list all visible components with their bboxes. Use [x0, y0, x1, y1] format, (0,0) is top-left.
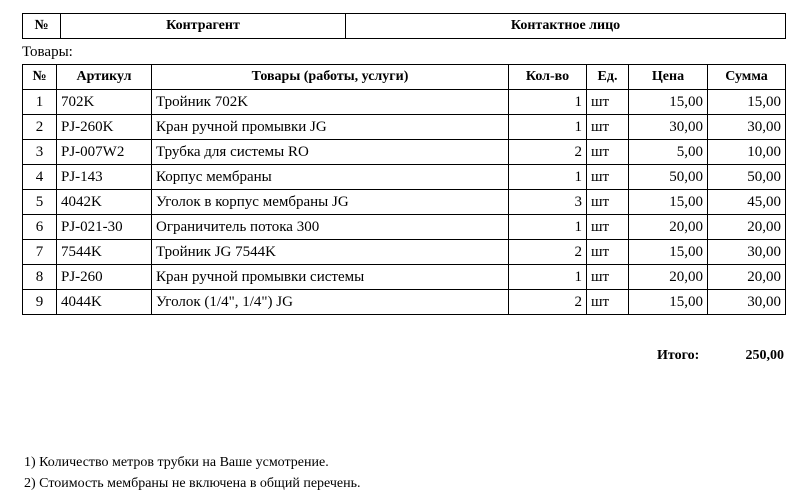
row-name: Корпус мембраны — [152, 165, 509, 190]
row-number: 6 — [23, 215, 57, 240]
table-row — [23, 190, 786, 215]
table-row — [23, 165, 786, 190]
row-sum: 20,00 — [708, 265, 786, 290]
row-sum: 15,00 — [708, 90, 786, 115]
row-unit: шт — [587, 240, 629, 265]
goods-table — [22, 64, 786, 315]
row-name: Уголок (1/4", 1/4") JG — [152, 290, 509, 315]
row-sum: 50,00 — [708, 165, 786, 190]
table-row — [23, 140, 786, 165]
row-number: 1 — [23, 90, 57, 115]
total-label: Итого: — [657, 348, 700, 363]
column-header: Сумма — [708, 65, 786, 90]
row-qty: 1 — [509, 215, 587, 240]
row-price: 15,00 — [629, 190, 708, 215]
header-number: № — [23, 14, 61, 39]
table-row — [23, 265, 786, 290]
row-qty: 3 — [509, 190, 587, 215]
row-price: 50,00 — [629, 165, 708, 190]
column-header: Цена — [629, 65, 708, 90]
row-qty: 1 — [509, 265, 587, 290]
row-number: 9 — [23, 290, 57, 315]
row-name: Трубка для системы RO — [152, 140, 509, 165]
row-sku: PJ-007W2 — [57, 140, 152, 165]
total-value: 250,00 — [745, 348, 784, 363]
row-sku: PJ-143 — [57, 165, 152, 190]
row-qty: 2 — [509, 140, 587, 165]
row-unit: шт — [587, 140, 629, 165]
row-price: 30,00 — [629, 115, 708, 140]
row-sku: 702K — [57, 90, 152, 115]
header-counterparty: Контрагент — [61, 14, 346, 39]
row-price: 20,00 — [629, 215, 708, 240]
row-unit: шт — [587, 115, 629, 140]
row-sum: 20,00 — [708, 215, 786, 240]
row-sku: PJ-260 — [57, 265, 152, 290]
row-sku: 7544K — [57, 240, 152, 265]
row-unit: шт — [587, 190, 629, 215]
row-unit: шт — [587, 290, 629, 315]
row-sku: PJ-021-30 — [57, 215, 152, 240]
table-header-row — [23, 65, 786, 90]
note: 1) Количество метров трубки на Ваше усмотрение. — [24, 455, 329, 470]
row-unit: шт — [587, 215, 629, 240]
row-name: Ограничитель потока 300 — [152, 215, 509, 240]
row-sum: 30,00 — [708, 115, 786, 140]
column-header: Товары (работы, услуги) — [152, 65, 509, 90]
row-qty: 1 — [509, 115, 587, 140]
row-number: 3 — [23, 140, 57, 165]
row-unit: шт — [587, 165, 629, 190]
table-row — [23, 290, 786, 315]
column-header: Кол-во — [509, 65, 587, 90]
row-qty: 1 — [509, 90, 587, 115]
row-number: 4 — [23, 165, 57, 190]
row-sku: PJ-260K — [57, 115, 152, 140]
row-number: 5 — [23, 190, 57, 215]
row-sku: 4042K — [57, 190, 152, 215]
row-price: 15,00 — [629, 290, 708, 315]
table-row — [23, 90, 786, 115]
row-name: Уголок в корпус мембраны JG — [152, 190, 509, 215]
row-price: 20,00 — [629, 265, 708, 290]
table-row — [23, 215, 786, 240]
row-number: 7 — [23, 240, 57, 265]
row-qty: 2 — [509, 290, 587, 315]
row-sku: 4044K — [57, 290, 152, 315]
row-price: 15,00 — [629, 240, 708, 265]
column-header: № — [23, 65, 57, 90]
column-header: Ед. — [587, 65, 629, 90]
row-qty: 2 — [509, 240, 587, 265]
row-unit: шт — [587, 90, 629, 115]
row-unit: шт — [587, 265, 629, 290]
row-sum: 45,00 — [708, 190, 786, 215]
header-table — [22, 13, 786, 39]
row-sum: 30,00 — [708, 290, 786, 315]
column-header: Артикул — [57, 65, 152, 90]
note: 2) Стоимость мембраны не включена в общий перечень. — [24, 476, 361, 491]
header-contact: Контактное лицо — [346, 14, 786, 39]
row-qty: 1 — [509, 165, 587, 190]
row-name: Тройник JG 7544K — [152, 240, 509, 265]
row-number: 2 — [23, 115, 57, 140]
row-price: 5,00 — [629, 140, 708, 165]
row-sum: 30,00 — [708, 240, 786, 265]
row-number: 8 — [23, 265, 57, 290]
table-row — [23, 240, 786, 265]
row-name: Тройник 702K — [152, 90, 509, 115]
row-name: Кран ручной промывки системы — [152, 265, 509, 290]
row-name: Кран ручной промывки JG — [152, 115, 509, 140]
row-price: 15,00 — [629, 90, 708, 115]
goods-label: Товары: — [22, 44, 73, 60]
row-sum: 10,00 — [708, 140, 786, 165]
table-row — [23, 115, 786, 140]
